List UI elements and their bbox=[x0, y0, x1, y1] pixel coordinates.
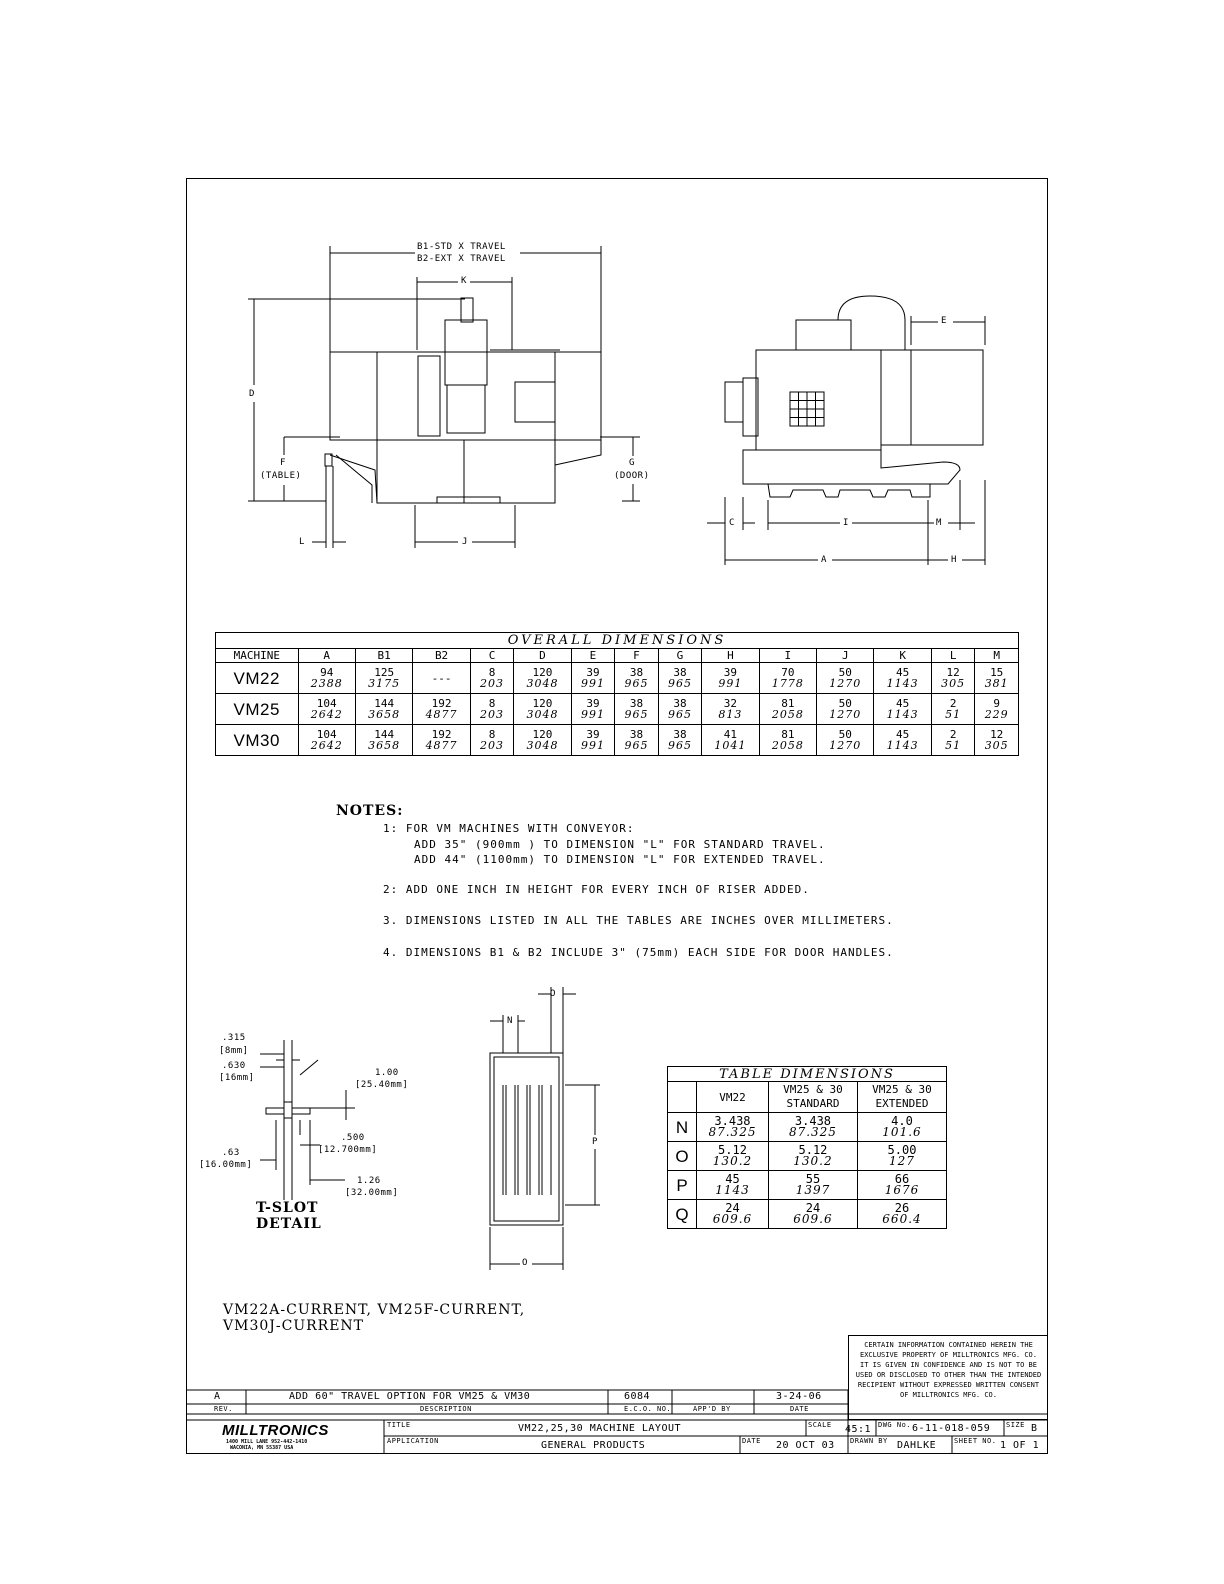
table-dims-cell bbox=[768, 1171, 857, 1200]
dimension-inches: 8 bbox=[488, 728, 496, 741]
rev-date: 3-24-06 bbox=[776, 1391, 822, 1402]
dim-d-label: D bbox=[249, 389, 255, 399]
dimension-mm: 965 bbox=[624, 708, 649, 721]
rev-header: REV. bbox=[214, 1405, 233, 1413]
dimension-inches: 2 bbox=[949, 728, 957, 741]
table-dim-inches: 5.12 bbox=[718, 1143, 747, 1157]
dimension-inches: 12 bbox=[990, 728, 1004, 741]
overall-header-cell: MACHINE bbox=[216, 649, 299, 663]
dimension-inches: 192 bbox=[431, 697, 452, 710]
dimension-mm: 305 bbox=[941, 677, 966, 690]
dimension-inches: 81 bbox=[781, 697, 795, 710]
dimension-mm: 3175 bbox=[368, 677, 401, 690]
overall-dimension-cell bbox=[817, 725, 874, 756]
dimension-inches: 45 bbox=[896, 728, 910, 741]
tslot-d2mm: [16mm] bbox=[219, 1073, 255, 1083]
tslot-d5: .63 bbox=[222, 1148, 240, 1158]
overall-dimension-cell bbox=[759, 694, 816, 725]
appd-header: APP'D BY bbox=[693, 1405, 731, 1413]
dimension-mm: 965 bbox=[667, 708, 692, 721]
table-dim-inches: 5.12 bbox=[798, 1143, 828, 1157]
overall-dimension-cell bbox=[931, 663, 975, 694]
dimension-inches: 94 bbox=[320, 666, 334, 679]
dimension-inches: 45 bbox=[896, 697, 910, 710]
tslot-d2: .630 bbox=[222, 1061, 246, 1071]
overall-dimension-cell bbox=[874, 663, 931, 694]
machine-name: VM30 bbox=[216, 725, 299, 756]
dimension-mm: 965 bbox=[624, 739, 649, 752]
dimension-inches: 38 bbox=[629, 697, 644, 710]
note-2: 2: ADD ONE INCH IN HEIGHT FOR EVERY INCH OF RISER ADDED. bbox=[383, 883, 810, 896]
overall-dimension-cell bbox=[413, 663, 470, 694]
dimension-mm: 203 bbox=[480, 677, 505, 690]
overall-dimension-cell bbox=[470, 694, 514, 725]
overall-header-cell: E bbox=[571, 649, 615, 663]
dimension-mm: 3658 bbox=[368, 739, 401, 752]
overall-dimension-cell bbox=[615, 694, 659, 725]
dim-l-label: L bbox=[299, 537, 305, 547]
overall-header-cell: B1 bbox=[355, 649, 412, 663]
table-dim-inches: 24 bbox=[725, 1201, 740, 1215]
table-dim-inches: 45 bbox=[725, 1172, 740, 1186]
overall-header-cell: L bbox=[931, 649, 975, 663]
dimension-inches: 120 bbox=[532, 728, 553, 741]
dimension-mm: 991 bbox=[718, 677, 743, 690]
overall-dimension-cell bbox=[571, 725, 615, 756]
table-dims-row-label: Q bbox=[668, 1200, 697, 1229]
overall-header-cell: M bbox=[975, 649, 1019, 663]
overall-row bbox=[216, 694, 1019, 725]
overall-dimension-cell bbox=[702, 694, 759, 725]
overall-dimension-cell bbox=[413, 725, 470, 756]
dim-a-label: A bbox=[821, 555, 827, 565]
tslot-d6: 1.26 bbox=[357, 1176, 381, 1186]
date-value-tb: 20 OCT 03 bbox=[776, 1440, 835, 1451]
dimension-inches: 45 bbox=[896, 666, 910, 679]
table-dims-h3b: EXTENDED bbox=[875, 1097, 929, 1110]
dwg-number: 6-11-018-059 bbox=[912, 1423, 991, 1434]
table-dimensions-table bbox=[667, 1066, 947, 1229]
dimension-mm: 51 bbox=[945, 739, 962, 752]
overall-dimension-cell bbox=[355, 725, 412, 756]
dimension-inches: 120 bbox=[532, 666, 553, 679]
overall-header-cell: B2 bbox=[413, 649, 470, 663]
table-dim-inches: 26 bbox=[894, 1201, 910, 1215]
eco-header: E.C.O. NO. bbox=[624, 1405, 672, 1413]
title-header: TITLE bbox=[387, 1421, 411, 1429]
rev-description: ADD 60" TRAVEL OPTION FOR VM25 & VM30 bbox=[289, 1391, 531, 1402]
table-view-o-top: O bbox=[550, 989, 556, 999]
drawn-value: DAHLKE bbox=[897, 1440, 937, 1451]
table-dims-cell bbox=[857, 1142, 946, 1171]
dim-m-label: M bbox=[936, 518, 942, 528]
dimension-mm: 3048 bbox=[526, 739, 559, 752]
dimension-mm: 203 bbox=[480, 708, 505, 721]
dim-c-label: C bbox=[729, 518, 735, 528]
table-dims-corner bbox=[668, 1082, 697, 1113]
table-dims-row bbox=[668, 1171, 947, 1200]
dimension-mm: 965 bbox=[667, 739, 692, 752]
dimension-inches: 39 bbox=[723, 666, 738, 679]
overall-header-cell: C bbox=[470, 649, 514, 663]
table-dims-cell bbox=[857, 1113, 946, 1142]
drawn-header: DRAWN BY bbox=[850, 1437, 888, 1445]
dimension-inches: 104 bbox=[316, 728, 337, 741]
table-view-o-bottom: O bbox=[522, 1258, 528, 1268]
overall-dimension-cell bbox=[702, 663, 759, 694]
table-dim-mm: 130.2 bbox=[793, 1154, 833, 1168]
logo-address-2: WACONIA, MN 55387 USA bbox=[230, 1445, 294, 1451]
table-dim-mm: 127 bbox=[889, 1154, 915, 1168]
overall-dimension-cell bbox=[355, 694, 412, 725]
current-line-2: VM30J-CURRENT bbox=[223, 1318, 365, 1334]
date-header: DATE bbox=[790, 1405, 809, 1413]
overall-dimension-cell bbox=[931, 694, 975, 725]
table-dim-inches: 4.0 bbox=[891, 1114, 913, 1128]
application-value: GENERAL PRODUCTS bbox=[541, 1440, 646, 1451]
overall-dimension-cell bbox=[975, 694, 1019, 725]
table-dim-mm: 1397 bbox=[795, 1183, 831, 1197]
dimension-inches: 8 bbox=[488, 697, 496, 710]
dimension-inches: 192 bbox=[431, 728, 452, 741]
table-dim-mm: 609.6 bbox=[793, 1212, 833, 1226]
overall-dimension-cell bbox=[931, 725, 975, 756]
dimension-mm: 2642 bbox=[310, 708, 343, 721]
b2-ext-label: B2-EXT X TRAVEL bbox=[417, 254, 506, 264]
dim-i-label: I bbox=[843, 518, 849, 528]
dimension-mm: 203 bbox=[480, 739, 505, 752]
overall-dimension-cell bbox=[298, 663, 355, 694]
table-dims-cell bbox=[697, 1113, 769, 1142]
dim-j-label: J bbox=[462, 537, 468, 547]
dimension-mm: 965 bbox=[667, 677, 692, 690]
table-dims-cell bbox=[857, 1171, 946, 1200]
dimension-mm: 3658 bbox=[368, 708, 401, 721]
table-dims-row bbox=[668, 1200, 947, 1229]
overall-header-cell: G bbox=[658, 649, 702, 663]
rev-eco: 6084 bbox=[624, 1391, 651, 1402]
overall-dimension-cell bbox=[413, 694, 470, 725]
table-view-p: P bbox=[592, 1137, 598, 1147]
dimension-mm: 1270 bbox=[829, 708, 862, 721]
size-value: B bbox=[1031, 1423, 1038, 1434]
dwg-header: DWG No. bbox=[878, 1421, 912, 1429]
table-dims-cell bbox=[697, 1171, 769, 1200]
table-dim-mm: 87.325 bbox=[708, 1125, 757, 1139]
overall-dimension-cell bbox=[817, 663, 874, 694]
overall-dimension-cell bbox=[615, 663, 659, 694]
table-dims-row-label: O bbox=[668, 1142, 697, 1171]
table-dims-row bbox=[668, 1142, 947, 1171]
overall-row bbox=[216, 725, 1019, 756]
dimension-inches: 70 bbox=[781, 666, 795, 679]
table-dims-cell bbox=[768, 1113, 857, 1142]
dimension-inches: 39 bbox=[586, 728, 600, 741]
tslot-d1mm: [8mm] bbox=[219, 1046, 249, 1056]
drawing-title: VM22,25,30 MACHINE LAYOUT bbox=[518, 1423, 682, 1434]
table-dim-mm: 101.6 bbox=[882, 1125, 922, 1139]
date-header-tb: DATE bbox=[742, 1437, 761, 1445]
application-header: APPLICATION bbox=[387, 1437, 439, 1445]
note-4: 4. DIMENSIONS B1 & B2 INCLUDE 3" (75mm) EACH SIDE FOR DOOR HANDLES. bbox=[383, 946, 894, 959]
dim-f-label: F bbox=[280, 458, 286, 468]
dimension-mm: 4877 bbox=[425, 739, 458, 752]
table-dims-h1: VM22 bbox=[697, 1082, 769, 1113]
overall-dimension-cell bbox=[874, 694, 931, 725]
overall-dimension-cell bbox=[874, 725, 931, 756]
dimension-inches: 38 bbox=[629, 728, 644, 741]
dimension-mm: 1143 bbox=[886, 739, 919, 752]
dimension-mm: 1143 bbox=[886, 677, 919, 690]
table-top-view-drawing bbox=[470, 985, 620, 1275]
dimension-mm: 3048 bbox=[526, 677, 559, 690]
dimension-mm: 2388 bbox=[310, 677, 343, 690]
overall-dimension-cell bbox=[702, 725, 759, 756]
notes-heading: NOTES: bbox=[336, 803, 404, 819]
dimension-mm: 229 bbox=[984, 708, 1009, 721]
overall-dimension-cell bbox=[355, 663, 412, 694]
overall-dimension-cell bbox=[658, 694, 702, 725]
dimension-mm: 1270 bbox=[829, 677, 862, 690]
overall-row bbox=[216, 663, 1019, 694]
overall-header-cell: K bbox=[874, 649, 931, 663]
table-dim-inches: 66 bbox=[894, 1172, 910, 1186]
dim-h-label: H bbox=[951, 555, 957, 565]
dimension-inches: 38 bbox=[629, 666, 644, 679]
overall-dimension-cell bbox=[514, 663, 571, 694]
overall-dimension-cell bbox=[470, 663, 514, 694]
overall-dimension-cell bbox=[658, 663, 702, 694]
dimension-inches: 50 bbox=[838, 666, 852, 679]
overall-dimension-cell bbox=[759, 725, 816, 756]
tslot-title-1: T-SLOT bbox=[256, 1200, 319, 1216]
dimension-inches: 50 bbox=[838, 697, 852, 710]
machine-name: VM25 bbox=[216, 694, 299, 725]
overall-dimension-cell bbox=[514, 694, 571, 725]
dimension-mm: 813 bbox=[718, 708, 743, 721]
dimension-inches: 104 bbox=[316, 697, 337, 710]
dimension-inches: 12 bbox=[946, 666, 960, 679]
overall-dimension-cell bbox=[298, 725, 355, 756]
note-1c: ADD 44" (1100mm) TO DIMENSION "L" FOR EXTENDED TRAVEL. bbox=[414, 853, 826, 866]
overall-dimension-cell bbox=[298, 694, 355, 725]
dimension-inches: 38 bbox=[673, 666, 687, 679]
dimension-mm: 1143 bbox=[886, 708, 919, 721]
table-view-n: N bbox=[507, 1016, 513, 1026]
dimension-mm: 991 bbox=[580, 739, 605, 752]
dimension-inches: 8 bbox=[488, 666, 496, 679]
tslot-d4mm: [12.700mm] bbox=[318, 1145, 378, 1155]
dimension-inches: 120 bbox=[532, 697, 553, 710]
dimension-inches: 125 bbox=[374, 666, 395, 679]
tslot-d3: 1.00 bbox=[375, 1068, 399, 1078]
overall-dimension-cell bbox=[571, 663, 615, 694]
dimension-inches: 2 bbox=[949, 697, 957, 710]
dimension-mm: 3048 bbox=[526, 708, 559, 721]
dimension-mm: 381 bbox=[984, 677, 1009, 690]
overall-header-cell: A bbox=[298, 649, 355, 663]
table-dims-row-label: P bbox=[668, 1171, 697, 1200]
dim-g-label: G bbox=[629, 458, 635, 468]
table-dims-cell bbox=[697, 1200, 769, 1229]
dimension-inches: 38 bbox=[673, 728, 687, 741]
table-dims-h2 bbox=[768, 1082, 857, 1113]
overall-dimensions-title: OVERALL DIMENSIONS bbox=[216, 633, 1019, 649]
table-dim-inches: 3.438 bbox=[794, 1114, 832, 1128]
table-dims-row-label: N bbox=[668, 1113, 697, 1142]
dimension-inches: 32 bbox=[723, 697, 738, 710]
table-dim-mm: 609.6 bbox=[712, 1212, 753, 1226]
overall-dimension-cell bbox=[817, 694, 874, 725]
logo-address-1: 1400 MILL LANE 952-442-1410 bbox=[226, 1439, 308, 1445]
table-dim-mm: 1676 bbox=[884, 1183, 920, 1197]
sheet-value: 1 OF 1 bbox=[1000, 1440, 1040, 1451]
table-dim-mm: 660.4 bbox=[882, 1212, 922, 1226]
overall-header-cell: H bbox=[702, 649, 759, 663]
dimension-mm: 991 bbox=[580, 708, 605, 721]
note-1b: ADD 35" (900mm ) TO DIMENSION "L" FOR STANDARD TRAVEL. bbox=[414, 838, 826, 851]
overall-header-cell: F bbox=[615, 649, 659, 663]
overall-header-cell: D bbox=[514, 649, 571, 663]
dim-k-label: K bbox=[461, 276, 467, 286]
dimension-inches: 15 bbox=[990, 666, 1004, 679]
dimension-inches: 9 bbox=[993, 697, 1000, 710]
dim-e-label: E bbox=[941, 316, 947, 326]
dimension-inches: 41 bbox=[723, 728, 738, 741]
table-dim-inches: 5.00 bbox=[887, 1143, 917, 1157]
dimension-mm: 4877 bbox=[425, 708, 458, 721]
table-dim-inches: 24 bbox=[805, 1201, 821, 1215]
dim-f-sub-label: (TABLE) bbox=[260, 471, 302, 481]
overall-dimension-cell bbox=[975, 725, 1019, 756]
table-dims-h3a: VM25 & 30 bbox=[872, 1083, 932, 1096]
overall-dimensions-table bbox=[215, 632, 1019, 756]
size-header: SIZE bbox=[1006, 1421, 1025, 1429]
overall-dimension-cell bbox=[514, 725, 571, 756]
dimension-inches: 39 bbox=[586, 697, 600, 710]
overall-dimension-cell bbox=[571, 694, 615, 725]
side-view-drawing bbox=[0, 0, 1224, 620]
scale-header: SCALE bbox=[808, 1421, 832, 1429]
table-dims-row bbox=[668, 1113, 947, 1142]
table-dims-h3 bbox=[857, 1082, 946, 1113]
sheet-header: SHEET NO. bbox=[954, 1437, 997, 1445]
dimension-mm: 1778 bbox=[771, 677, 804, 690]
tslot-d6mm: [32.00mm] bbox=[345, 1188, 399, 1198]
dimension-mm: 51 bbox=[945, 708, 962, 721]
milltronics-logo: MILLTRONICS bbox=[222, 1422, 329, 1439]
dimension-mm: 1041 bbox=[714, 739, 747, 752]
overall-dimension-cell bbox=[975, 663, 1019, 694]
b1-std-label: B1-STD X TRAVEL bbox=[417, 242, 506, 252]
overall-header-cell: J bbox=[817, 649, 874, 663]
overall-dimension-cell bbox=[658, 725, 702, 756]
dimension-inches: 144 bbox=[374, 697, 395, 710]
dimension-mm: 2642 bbox=[310, 739, 343, 752]
tslot-d3mm: [25.40mm] bbox=[355, 1080, 409, 1090]
tslot-d4: .500 bbox=[341, 1133, 365, 1143]
machine-name: VM22 bbox=[216, 663, 299, 694]
dimension-inches: 144 bbox=[374, 728, 395, 741]
table-dims-cell bbox=[697, 1142, 769, 1171]
note-3: 3. DIMENSIONS LISTED IN ALL THE TABLES ARE INCHES OVER MILLIMETERS. bbox=[383, 914, 894, 927]
dimension-inches: 38 bbox=[673, 697, 687, 710]
overall-dimension-cell bbox=[470, 725, 514, 756]
dim-g-sub-label: (DOOR) bbox=[614, 471, 650, 481]
table-dims-cell bbox=[768, 1142, 857, 1171]
dimension-mm: 1270 bbox=[829, 739, 862, 752]
table-dim-mm: 87.325 bbox=[788, 1125, 837, 1139]
confidentiality-notice: CERTAIN INFORMATION CONTAINED HEREIN THE EXCLUSIVE PROPERTY OF MILLTRONICS MFG. CO. IT IS GIVEN IN CONFIDENCE AND IS NOT TO BE USED OR DISCLOSED TO OTHER THAN THE INTENDED RECIPIENT WITHOUT EXPRESSED WRITTEN CONSENT OF MILLTRONICS MFG. CO. bbox=[848, 1335, 1048, 1420]
table-dims-h2b: STANDARD bbox=[786, 1097, 840, 1110]
table-dimensions-title: TABLE DIMENSIONS bbox=[668, 1067, 947, 1082]
overall-dimension-cell bbox=[759, 663, 816, 694]
dimension-mm: 2058 bbox=[771, 739, 804, 752]
table-dim-mm: 1143 bbox=[715, 1183, 750, 1197]
dimension-mm: 965 bbox=[624, 677, 649, 690]
desc-header: DESCRIPTION bbox=[420, 1405, 472, 1413]
scale-value: 45:1 bbox=[845, 1424, 872, 1435]
dimension-mm: 305 bbox=[984, 739, 1009, 752]
table-dims-cell bbox=[768, 1200, 857, 1229]
tslot-title-2: DETAIL bbox=[256, 1216, 322, 1232]
tslot-d1: .315 bbox=[222, 1033, 246, 1043]
dimension-inches: 39 bbox=[586, 666, 600, 679]
dimension-inches: --- bbox=[431, 671, 452, 685]
dimension-inches: 50 bbox=[838, 728, 852, 741]
tslot-d5mm: [16.00mm] bbox=[199, 1160, 253, 1170]
table-dim-inches: 55 bbox=[805, 1172, 821, 1186]
table-dims-cell bbox=[857, 1200, 946, 1229]
overall-header-cell: I bbox=[759, 649, 816, 663]
table-dims-h2a: VM25 & 30 bbox=[783, 1083, 843, 1096]
rev-letter: A bbox=[214, 1391, 221, 1402]
dimension-mm: 2058 bbox=[771, 708, 804, 721]
current-line-1: VM22A-CURRENT, VM25F-CURRENT, bbox=[223, 1302, 526, 1318]
table-dim-mm: 130.2 bbox=[712, 1154, 753, 1168]
dimension-mm: 991 bbox=[580, 677, 605, 690]
dimension-inches: 81 bbox=[781, 728, 795, 741]
overall-dimension-cell bbox=[615, 725, 659, 756]
table-dim-inches: 3.438 bbox=[714, 1114, 751, 1128]
note-1a: 1: FOR VM MACHINES WITH CONVEYOR: bbox=[383, 822, 635, 835]
